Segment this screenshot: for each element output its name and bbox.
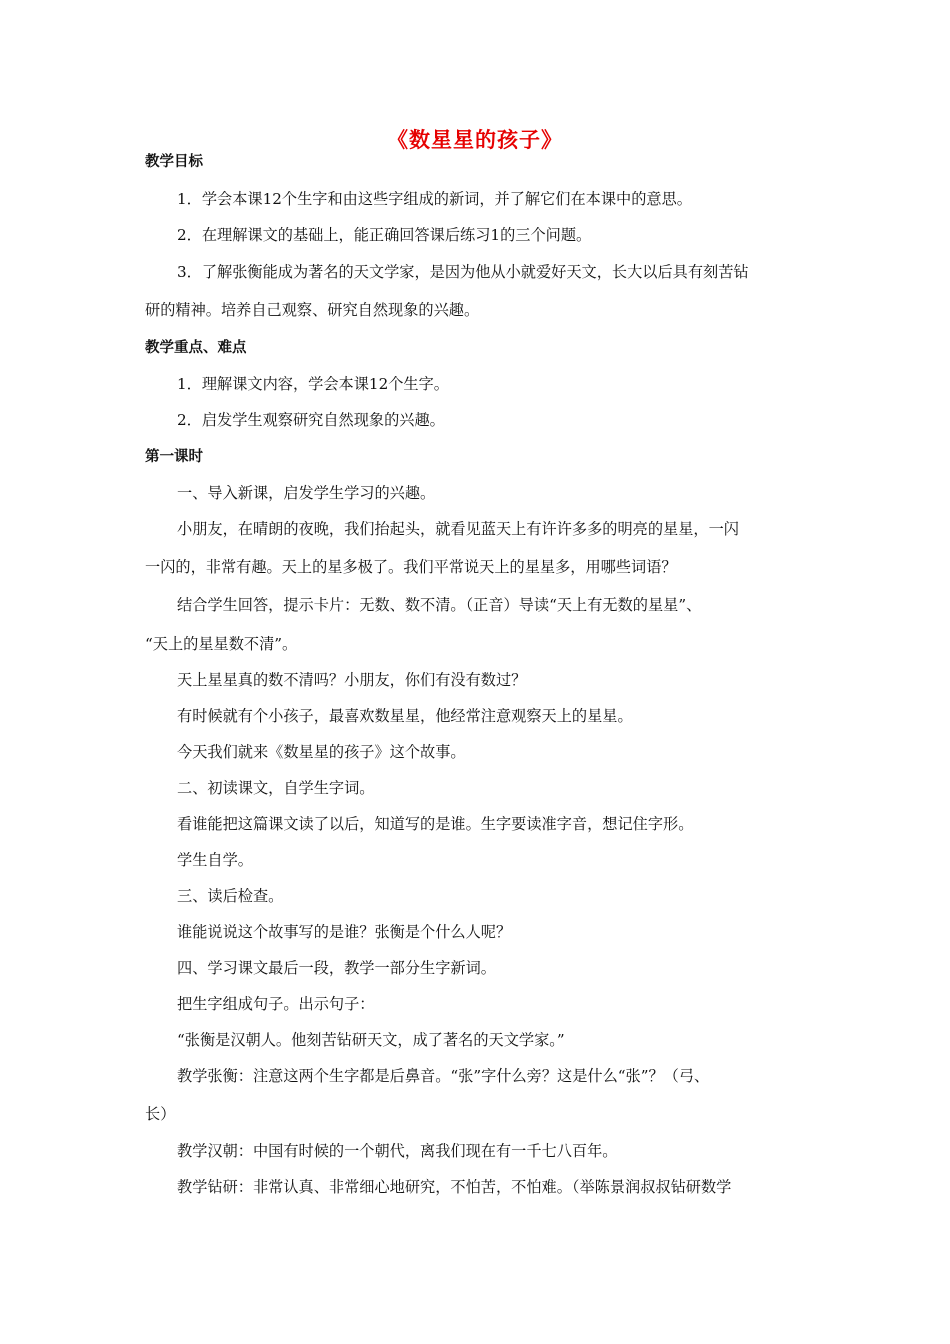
paragraph: 谁能说说这个故事写的是谁？张衡是个什么人呢？ — [177, 923, 512, 941]
paragraph: 三、读后检查。 — [177, 887, 284, 905]
paragraph: 教学张衡：注意这两个生字都是后鼻音。“张”字什么旁？这是什么“张”？（弓、 — [177, 1067, 710, 1085]
paragraph: 一、导入新课，启发学生学习的兴趣。 — [177, 484, 436, 502]
section-heading-goals: 教学目标 — [145, 154, 203, 170]
quote-sentence: “张衡是汉朝人。他刻苦钻研天文，成了著名的天文学家。” — [177, 1031, 565, 1049]
paragraph: 四、学习课文最后一段，教学一部分生字新词。 — [177, 959, 496, 977]
paragraph: 有时候就有个小孩子，最喜欢数星星，他经常注意观察天上的星星。 — [177, 707, 633, 725]
document-title: 《数星星的孩子》 — [387, 128, 563, 152]
paragraph: 把生字组成句子。出示句子： — [177, 995, 375, 1013]
paragraph: 教学汉朝：中国有时候的一个朝代，离我们现在有一千七八百年。 — [177, 1142, 618, 1160]
paragraph: 结合学生回答，提示卡片：无数、数不清。（正音）导读“天上有无数的星星”、 — [177, 596, 702, 614]
paragraph: 天上星星真的数不清吗？小朋友，你们有没有数过？ — [177, 671, 527, 689]
paragraph: 学生自学。 — [177, 851, 253, 869]
paragraph-continued: 长） — [145, 1105, 176, 1123]
paragraph: 看谁能把这篇课文读了以后，知道写的是谁。生字要读准字音，想记住字形。 — [177, 815, 694, 833]
key-point-item: 2．启发学生观察研究自然现象的兴趣。 — [177, 411, 445, 429]
paragraph: 今天我们就来《数星星的孩子》这个故事。 — [177, 743, 466, 761]
paragraph: 小朋友，在晴朗的夜晚，我们抬起头，就看见蓝天上有许许多多的明亮的星星，一闪 — [177, 520, 739, 538]
paragraph: 二、初读课文，自学生字词。 — [177, 779, 375, 797]
paragraph-continued: “天上的星星数不清”。 — [145, 635, 298, 653]
paragraph: 教学钻研：非常认真、非常细心地研究，不怕苦，不怕难。（举陈景润叔叔钻研数学 — [177, 1178, 732, 1196]
section-heading-first-lesson: 第一课时 — [145, 449, 203, 465]
goal-item: 2．在理解课文的基础上，能正确回答课后练习1的三个问题。 — [177, 226, 592, 244]
goal-item-continued: 研的精神。培养自己观察、研究自然现象的兴趣。 — [145, 301, 480, 319]
goal-item: 3．了解张衡能成为著名的天文学家，是因为他从小就爱好天文，长大以后具有刻苦钻 — [177, 263, 749, 281]
key-point-item: 1．理解课文内容，学会本课12个生字。 — [177, 375, 449, 393]
section-heading-key-points: 教学重点、难点 — [145, 340, 247, 356]
paragraph-continued: 一闪的，非常有趣。天上的星多极了。我们平常说天上的星星多，用哪些词语？ — [145, 558, 677, 576]
goal-item: 1．学会本课12个生字和由这些字组成的新词，并了解它们在本课中的意思。 — [177, 190, 692, 208]
